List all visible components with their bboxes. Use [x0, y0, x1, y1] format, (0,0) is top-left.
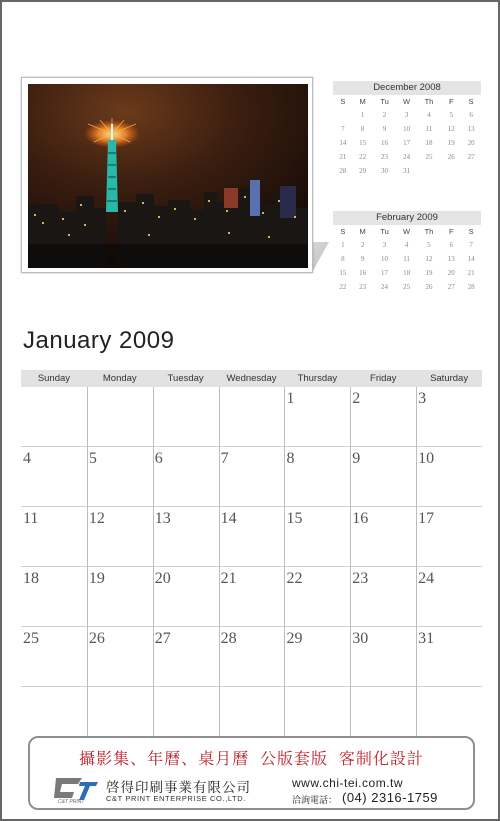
day-cell: 24	[418, 570, 435, 587]
day-cell	[21, 687, 87, 737]
mini-day: 12	[425, 255, 433, 263]
day-cell: 9	[352, 450, 361, 467]
day-cell: 20	[154, 570, 171, 587]
day-cell: 23	[352, 570, 369, 587]
day-cell: 16	[352, 510, 369, 527]
day-cell: 12	[88, 510, 105, 527]
mini-day	[441, 164, 461, 178]
weekday-label: Wednesday	[226, 373, 277, 384]
mini-weekday: Th	[424, 97, 434, 106]
mini-day: 25	[403, 283, 411, 291]
mini-day: 14	[339, 139, 347, 147]
company-logo	[52, 774, 100, 804]
mini-day: 22	[339, 283, 347, 291]
day-cell: 5	[88, 450, 97, 467]
day-cell: 2	[352, 390, 361, 407]
mini-day: 8	[360, 125, 365, 133]
mini-day: 22	[359, 153, 367, 161]
mini-day: 27	[447, 283, 455, 291]
week-row	[21, 387, 482, 447]
day-cell	[87, 687, 153, 737]
mini-day: 20	[447, 269, 455, 277]
mini-day: 13	[447, 255, 455, 263]
company-name-en: C&T PRINT ENTERPRISE CO.,LTD.	[106, 794, 246, 803]
mini-weekday: Tu	[380, 227, 389, 236]
mini-day: 24	[381, 283, 389, 291]
day-cell	[416, 687, 482, 737]
mini-day: 7	[469, 241, 473, 249]
day-cell	[219, 387, 285, 446]
mini-day: 2	[360, 241, 365, 249]
mini-day: 26	[425, 283, 433, 291]
mini-day: 17	[381, 269, 389, 277]
week-row	[21, 447, 482, 507]
day-cell: 22	[286, 570, 303, 587]
mini-day: 28	[467, 283, 475, 291]
photo-shadow	[311, 242, 329, 274]
day-cell	[219, 687, 285, 737]
mini-day: 4	[427, 111, 431, 119]
day-cell	[153, 687, 219, 737]
mini-calendar-title: February 2009	[333, 211, 481, 225]
weekday-label: Saturday	[430, 373, 469, 384]
mini-day: 23	[381, 153, 389, 161]
mini-day: 16	[381, 139, 389, 147]
day-cell: 15	[286, 510, 303, 527]
mini-day: 17	[403, 139, 411, 147]
mini-day: 10	[403, 125, 411, 133]
mini-day: 5	[449, 111, 454, 119]
mini-day: 18	[425, 139, 433, 147]
mini-weekday: S	[340, 227, 346, 236]
mini-weekday: Tu	[380, 97, 389, 106]
day-cell: 25	[23, 630, 39, 647]
mini-calendar-december-2008	[333, 81, 481, 178]
weekday-label: Tuesday	[167, 373, 204, 384]
day-cell: 6	[154, 450, 163, 467]
day-cell: 21	[220, 570, 237, 587]
day-cell: 1	[286, 390, 295, 407]
day-cell: 27	[154, 630, 171, 647]
mini-day: 28	[339, 167, 347, 175]
mini-calendar-february-2009	[333, 211, 481, 294]
photo-frame	[21, 77, 313, 273]
week-row	[21, 687, 482, 737]
mini-day: 7	[341, 125, 345, 133]
mini-day: 19	[425, 269, 433, 277]
mini-weekday: W	[403, 97, 411, 106]
mini-day: 29	[359, 167, 367, 175]
mini-day: 31	[403, 167, 411, 175]
week-row	[21, 627, 482, 687]
mini-weekday: S	[468, 97, 474, 106]
phone-label: 洽詢電話：	[292, 795, 338, 805]
mini-day: 20	[467, 139, 475, 147]
weekday-label: Thursday	[297, 373, 338, 384]
day-cell	[87, 387, 153, 446]
mini-day: 1	[341, 241, 345, 249]
mini-day: 18	[403, 269, 411, 277]
day-cell: 10	[418, 450, 435, 467]
mini-day: 3	[382, 241, 387, 249]
service-slogan: 攝影集、年曆、桌月曆 公版套版 客制化設計	[79, 751, 424, 768]
day-cell	[350, 687, 416, 737]
mini-day: 15	[339, 269, 347, 277]
mini-day: 21	[339, 153, 347, 161]
mini-day: 23	[359, 283, 367, 291]
mini-day: 21	[467, 269, 475, 277]
month-title: January 2009	[23, 327, 175, 354]
day-cell: 13	[154, 510, 171, 527]
mini-day: 1	[360, 111, 365, 119]
mini-day: 4	[404, 241, 409, 249]
day-cell: 31	[418, 630, 435, 647]
mini-day: 2	[382, 111, 387, 119]
day-cell: 17	[418, 510, 435, 527]
day-cell: 19	[88, 570, 105, 587]
mini-day: 11	[403, 255, 410, 263]
mini-day: 27	[467, 153, 475, 161]
mini-day: 24	[403, 153, 411, 161]
mini-day	[461, 164, 481, 178]
mini-day: 6	[449, 241, 454, 249]
mini-day: 11	[425, 125, 433, 133]
mini-weekday: F	[448, 227, 454, 236]
weekday-label: Sunday	[37, 373, 71, 384]
mini-day: 26	[447, 153, 455, 161]
day-cell: 18	[23, 570, 39, 587]
day-cell	[153, 387, 219, 446]
day-cell: 4	[23, 450, 31, 467]
mini-day: 13	[467, 125, 475, 133]
mini-day: 25	[425, 153, 433, 161]
mini-weekday: F	[448, 97, 454, 106]
mini-weekday: W	[403, 227, 411, 236]
mini-calendar-title: December 2008	[333, 81, 481, 95]
mini-day: 3	[404, 111, 409, 119]
weekday-label: Monday	[102, 373, 137, 384]
day-cell: 14	[220, 510, 237, 527]
mini-weekday: M	[359, 227, 366, 236]
day-cell: 11	[23, 510, 39, 527]
mini-day: 14	[467, 255, 475, 263]
day-cell: 29	[286, 630, 303, 647]
fireworks-photo	[28, 84, 308, 268]
phone-number: (04) 2316-1759	[342, 790, 438, 805]
mini-day: 6	[469, 111, 473, 119]
weekday-label: Friday	[370, 373, 397, 384]
day-cell: 30	[352, 630, 369, 647]
day-cell: 3	[418, 390, 427, 407]
mini-day: 19	[447, 139, 455, 147]
mini-weekday: S	[340, 97, 346, 106]
mini-weekday: Th	[424, 227, 434, 236]
month-grid	[21, 370, 482, 737]
mini-weekday: S	[468, 227, 474, 236]
website-link[interactable]: www.chi-tei.com.tw	[292, 776, 404, 790]
day-cell: 7	[220, 450, 229, 467]
mini-day: 12	[447, 125, 455, 133]
weekday-header	[21, 370, 482, 387]
day-cell: 28	[220, 630, 237, 647]
day-cell	[284, 687, 350, 737]
day-cell	[21, 387, 87, 446]
mini-day: 10	[381, 255, 389, 263]
week-row	[21, 507, 482, 567]
mini-weekday: M	[359, 97, 366, 106]
mini-day: 9	[360, 255, 365, 263]
mini-day: 15	[359, 139, 367, 147]
logo-text: C&T PRINT	[58, 799, 85, 804]
mini-day: 9	[382, 125, 387, 133]
mini-day	[333, 108, 353, 122]
mini-day: 16	[359, 269, 367, 277]
advertising-footer	[28, 736, 475, 810]
week-row	[21, 567, 482, 627]
mini-day: 30	[381, 167, 389, 175]
day-cell: 26	[88, 630, 105, 647]
day-cell: 8	[286, 450, 295, 467]
grid-body	[21, 387, 482, 737]
mini-day: 5	[427, 241, 431, 249]
mini-day: 8	[341, 255, 345, 263]
mini-day	[417, 164, 442, 178]
company-name: 啓得印刷事業有限公司	[106, 780, 251, 795]
